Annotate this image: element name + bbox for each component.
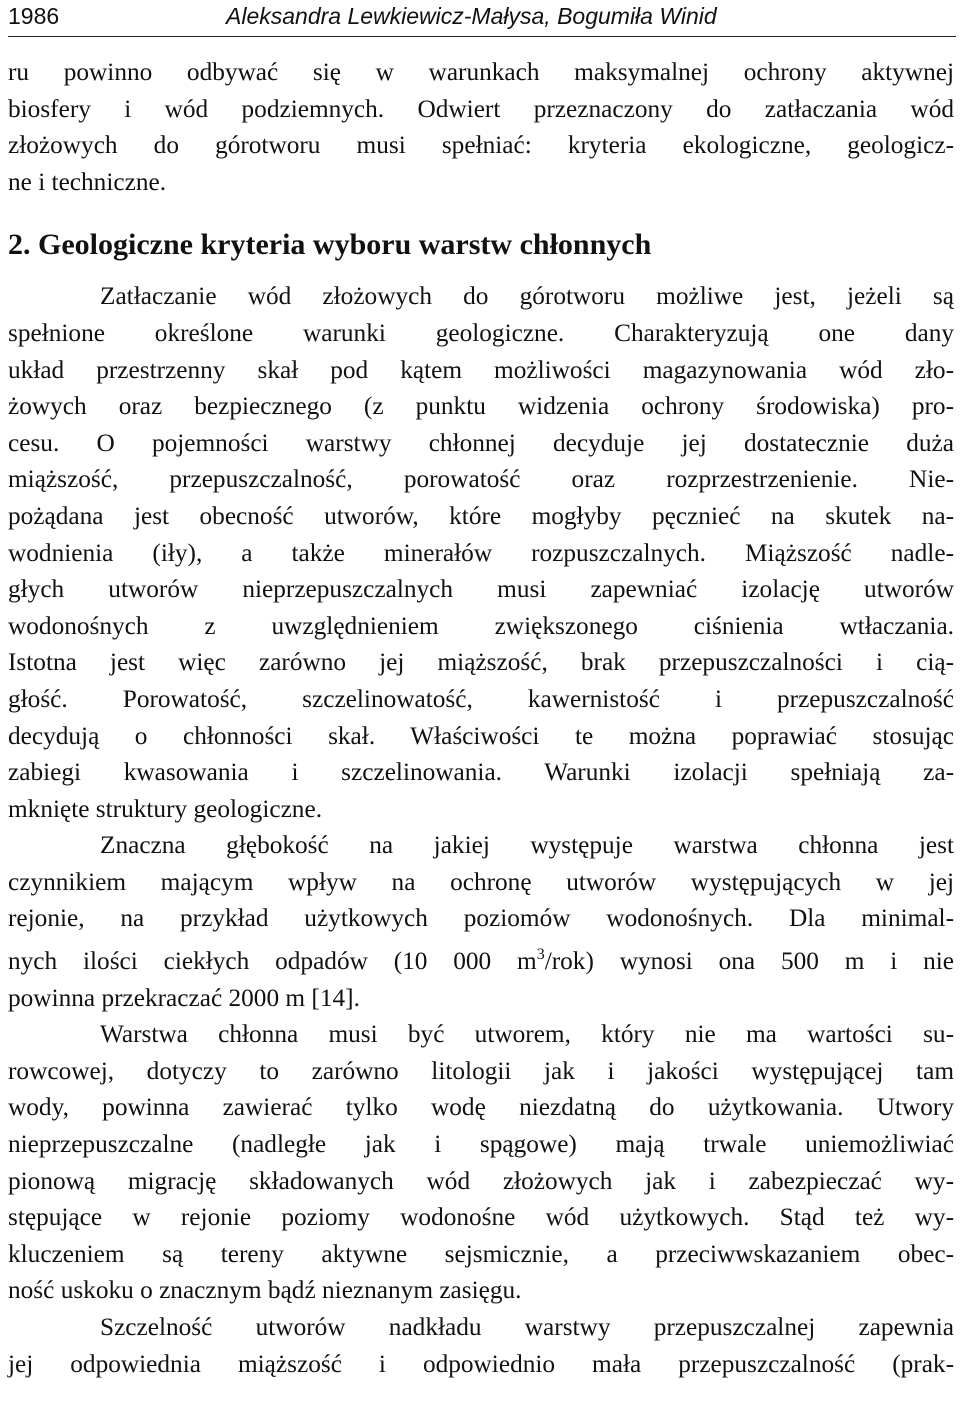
section-heading: 2. Geologiczne kryteria wyboru warstw chłonnych [8, 228, 652, 262]
text-line: biosfery i wód podziemnych. Odwiert przeznaczony do zatłaczania wód [8, 94, 954, 123]
paragraph-4 [8, 1016, 954, 1309]
paragraph-2 [8, 278, 954, 827]
text-line: decydują o chłonności skał. Właściwości te można poprawiać stosując [8, 721, 954, 750]
text-line: spełnione określone warunki geologiczne. Charakteryzują one dany [8, 318, 954, 347]
text-line: rejonie, na przykład użytkowych poziomów wodonośnych. Dla minimal- [8, 904, 954, 933]
text-line: ne i techniczne. [8, 167, 167, 196]
text-line: powinna przekraczać 2000 m [14]. [8, 983, 360, 1012]
text-line-with-superscript [8, 937, 954, 980]
text-line: Szczelność utworów nadkładu warstwy przepuszczalnej zapewnia [100, 1313, 954, 1341]
text-line: cesu. O pojemności warstwy chłonnej decyduje jej dostatecznie duża [8, 428, 954, 457]
text-line: mknięte struktury geologiczne. [8, 794, 323, 823]
text-line: żowych oraz bezpiecznego (z punktu widzenia ochrony środowiska) pro- [8, 392, 954, 421]
text-line: złożowych do górotworu musi spełniać: kryteria ekologiczne, geologicz- [8, 131, 954, 160]
text-line: rowcowej, dotyczy to zarówno litologii jak i jakości występującej tam [8, 1056, 954, 1085]
text-line: Istotna jest więc zarówno jej miąższość, brak przepuszczalności i cią- [8, 648, 954, 677]
text-line: nieprzepuszczalne (nadległe jak i spągowe) mają trwale uniemożliwiać [8, 1130, 954, 1159]
text-line: Warstwa chłonna musi być utworem, który nie ma wartości su- [100, 1020, 954, 1049]
paragraph-3 [8, 827, 954, 1016]
text-line: pionową migrację składowanych wód złożowych jak i zabezpieczać wy- [8, 1166, 954, 1195]
text-line: Znaczna głębokość na jakiej występuje warstwa chłonna jest [100, 831, 954, 860]
paragraph-5 [8, 1309, 954, 1382]
text-line: ność uskoku o znacznym bądź nieznanym zasięgu. [8, 1276, 522, 1305]
text-line: wodonośnych z uwzględnieniem zwiększonego ciśnienia wtłaczania. [8, 611, 954, 640]
text-line: ru powinno odbywać się w warunkach maksymalnej ochrony aktywnej [8, 58, 954, 86]
text-line: miąższość, przepuszczalność, porowatość oraz rozprzestrzenienie. Nie- [8, 465, 954, 494]
text-line: zabiegi kwasowania i szczelinowania. Warunki izolacji spełniają za- [8, 758, 954, 787]
text-line: pożądana jest obecność utworów, które mogłyby pęcznieć na skutek na- [8, 501, 954, 530]
text-line: wody, powinna zawierać tylko wodę niezdatną do użytkowania. Utwory [8, 1093, 954, 1122]
running-head-authors: Aleksandra Lewkiewicz-Małysa, Bogumiła Winid [226, 3, 717, 29]
text-fragment: nych ilości ciekłych odpadów (10 000 m [8, 947, 537, 976]
text-line: głych utworów nieprzepuszczalnych musi zapewniać izolację utworów [8, 575, 954, 604]
text-line: stępujące w rejonie poziomy wodonośne wód użytkowych. Stąd też wy- [8, 1203, 954, 1232]
text-line: układ przestrzenny skał pod kątem możliwości magazynowania wód zło- [8, 355, 954, 384]
page-number: 1986 [8, 3, 60, 29]
text-line: jej odpowiednia miąższość i odpowiednio mała przepuszczalność (prak- [8, 1349, 954, 1378]
page-body [8, 54, 954, 1382]
text-line: kluczeniem są tereny aktywne sejsmicznie, a przeciwwskazaniem obec- [8, 1239, 954, 1268]
paragraph-1 [8, 54, 954, 200]
running-header [8, 0, 956, 37]
superscript: 3 [536, 946, 545, 964]
text-line: wodnienia (iły), a także minerałów rozpuszczalnych. Miąższość nadle- [8, 538, 954, 567]
text-line: głość. Porowatość, szczelinowatość, kawernistość i przepuszczalność [8, 684, 954, 713]
text-line: czynnikiem mającym wpływ na ochronę utworów występujących w jej [8, 867, 954, 896]
text-line: Zatłaczanie wód złożowych do górotworu możliwe jest, jeżeli są [100, 282, 954, 311]
text-fragment: /rok) wynosi ona 500 m i nie [544, 947, 954, 976]
